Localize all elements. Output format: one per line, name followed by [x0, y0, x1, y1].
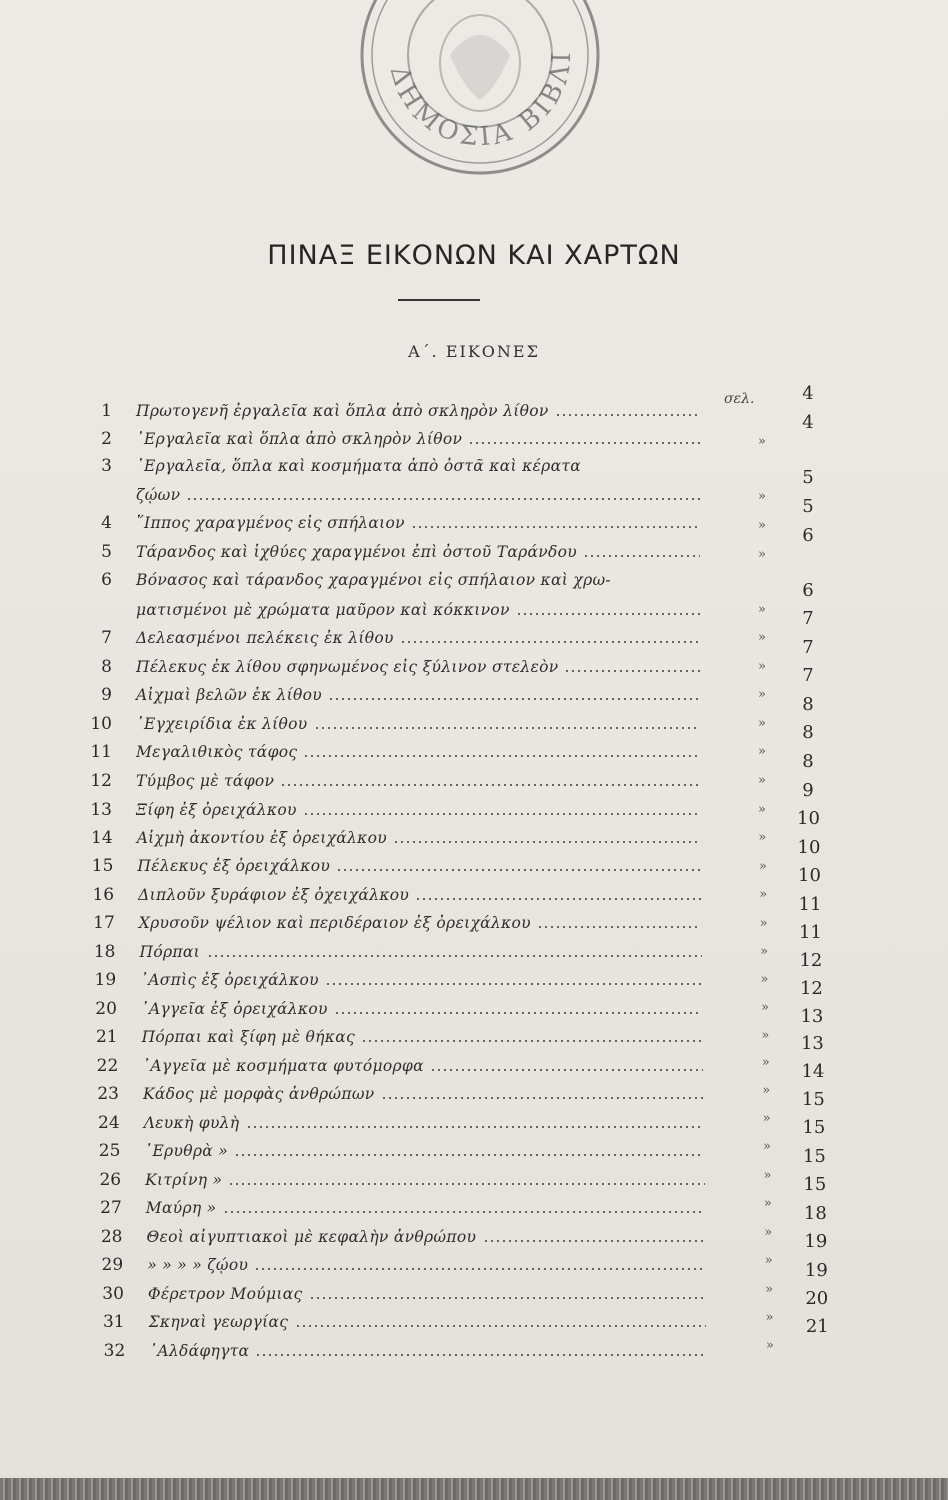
leader-dots [564, 670, 700, 672]
page-number: 21 [805, 1316, 829, 1337]
scan-edge-strip [0, 1478, 948, 1500]
entry-number: 3 [101, 456, 112, 476]
leader-dots [255, 1354, 707, 1356]
page-number: 12 [799, 950, 823, 971]
entry-title: ᾿Εργαλεῖα καὶ ὅπλα ἀπὸ σκληρὸν λίθον [136, 430, 463, 448]
entry-number: 15 [91, 856, 114, 876]
ditto-mark: » [764, 1253, 773, 1268]
leader-dots [430, 1069, 703, 1071]
leader-dots [483, 1240, 705, 1242]
entry-title: Αἰχμαὶ βελῶν ἐκ λίθου [136, 686, 322, 704]
leader-dots [400, 641, 700, 643]
page-number: 10 [798, 865, 821, 886]
page-number: 4 [802, 383, 814, 404]
page-number: 7 [802, 637, 814, 658]
ditto-mark: » [763, 1168, 772, 1183]
ditto-mark: » [763, 1196, 772, 1211]
ditto-mark: » [759, 887, 768, 902]
page-number: 11 [798, 922, 822, 943]
ditto-mark: » [758, 518, 766, 533]
stamp-text: ΔΗΜΟΣΙΑ ΒΙΒΛΙ [383, 48, 578, 153]
entry-title: Πόρπαι καὶ ξίφη μὲ θήκας [141, 1028, 355, 1046]
page-number: 7 [802, 665, 814, 686]
ditto-mark: » [761, 1055, 770, 1070]
page-number: 7 [802, 608, 814, 629]
ditto-mark: » [758, 602, 766, 617]
entry-number: 4 [101, 513, 112, 533]
entry-title: ᾿Αγγεῖα ἐξ ὀρειχάλκου [140, 1000, 328, 1018]
page-label: σελ. [724, 391, 755, 407]
entry-title: ᾿Ασπὶς ἐξ ὀρειχάλκου [140, 971, 319, 989]
entry-title: ᾿Ερυθρὰ » [144, 1142, 229, 1160]
page-number: 15 [801, 1089, 825, 1110]
ditto-mark: » [758, 630, 766, 645]
leader-dots [516, 613, 700, 615]
entry-number: 19 [94, 970, 117, 990]
leader-dots [583, 555, 700, 557]
page-number: 6 [802, 580, 814, 601]
leader-dots [381, 1097, 704, 1099]
entry-title: Σκηναὶ γεωργίας [148, 1313, 289, 1331]
entry-number: 1 [101, 401, 112, 421]
entry-number: 30 [102, 1284, 124, 1304]
page-number: 13 [800, 1006, 824, 1027]
ditto-mark: » [758, 859, 767, 874]
ditto-mark: » [758, 547, 766, 562]
ditto-mark: » [760, 944, 769, 959]
entry-title: Διπλοῦν ξυράφιον ἐξ ὀχειχάλκου [138, 886, 410, 904]
entry-title: Πέλεκυς ἐξ ὀρειχάλκου [137, 857, 331, 875]
title-rule [398, 299, 480, 301]
entry-title: Πόρπαι [139, 943, 200, 961]
ditto-mark: » [762, 1111, 771, 1126]
entry-title: ᾿Αγγεῖα μὲ κοσμήματα φυτόμορφα [142, 1057, 424, 1075]
leader-dots [280, 784, 700, 786]
ditto-mark: » [765, 1310, 774, 1325]
entry-title: ᾿Αλδάφηγτα [149, 1342, 250, 1360]
page-number: 18 [803, 1203, 827, 1224]
ditto-mark: » [759, 916, 768, 931]
entry-number: 8 [101, 657, 112, 677]
page-number: 10 [797, 837, 821, 858]
entry-title: Χρυσοῦν ψέλιον καὶ περιδέραιον ἐξ ὀρειχάλκου [138, 914, 531, 932]
page-number: 20 [805, 1288, 829, 1309]
entry-title: Ξίφη ἐξ ὀρειχάλκου [136, 801, 297, 819]
leader-dots [334, 1012, 702, 1014]
entry-number: 17 [93, 913, 115, 933]
entry-title: Τάρανδος καὶ ἰχθύες χαραγμένοι ἐπὶ ὀστοῦ Ταράνδου [136, 543, 577, 561]
entry-title: Αἰχμὴ ἀκοντίου ἐξ ὀρειχάλκου [136, 829, 387, 847]
list-item [0, 1337, 948, 1365]
entry-number: 7 [101, 628, 112, 648]
page-number: 10 [797, 808, 820, 829]
leader-dots [314, 727, 700, 729]
entry-number: 31 [102, 1312, 125, 1332]
entry-number: 20 [95, 999, 117, 1019]
leader-dots [303, 813, 700, 815]
ditto-mark: » [758, 659, 766, 674]
leader-dots [295, 1325, 706, 1327]
ditto-mark: » [758, 744, 766, 759]
entry-number: 16 [92, 885, 115, 905]
entry-title: ᾿Εργαλεῖα, ὅπλα καὶ κοσμήματα ἀπὸ ὀστᾶ καὶ κέρατα [136, 457, 581, 475]
page-number: 8 [802, 722, 814, 743]
entry-title: » » » » ζῴου [147, 1256, 249, 1274]
ditto-mark: » [760, 972, 769, 987]
entry-title: ᾿Εγχειρίδια ἐκ λίθου [136, 715, 308, 733]
entry-number: 10 [90, 714, 112, 734]
entry-number: 9 [101, 685, 112, 705]
leader-dots [468, 442, 700, 444]
leader-dots [207, 955, 702, 957]
ditto-mark: » [758, 687, 766, 702]
page-number: 19 [804, 1231, 828, 1252]
leader-dots [328, 698, 700, 700]
entry-number: 24 [98, 1113, 120, 1133]
entry-title-continuation: ζῴων [136, 486, 181, 504]
entry-number: 23 [97, 1084, 119, 1104]
entry-title: Θεοὶ αἰγυπτιακοὶ μὲ κεφαλὴν ἀνθρώπου [146, 1228, 477, 1246]
leader-dots [303, 755, 700, 757]
page-number: 12 [799, 978, 823, 999]
page-number: 19 [804, 1260, 828, 1281]
leader-dots [415, 898, 701, 900]
page-number: 13 [800, 1033, 824, 1054]
ditto-mark: » [762, 1083, 771, 1098]
ditto-mark: » [758, 802, 766, 817]
entry-number: 28 [100, 1227, 123, 1247]
page-number: 15 [803, 1174, 827, 1195]
page-title: ΠΙΝΑΞ ΕΙΚΟΝΩΝ ΚΑΙ ΧΑΡΤΩΝ [267, 240, 681, 271]
entry-number: 21 [95, 1027, 118, 1047]
entry-title: Πέλεκυς ἐκ λίθου σφηνωμένος εἰς ξύλινον στελεὸν [136, 658, 559, 676]
ditto-mark: » [765, 1282, 774, 1297]
entry-title: Τύμβος μὲ τάφον [136, 772, 275, 790]
page-number: 8 [802, 694, 814, 715]
leader-dots [246, 1126, 704, 1128]
page-number: 8 [802, 751, 814, 772]
ditto-mark: » [761, 1028, 770, 1043]
leader-dots [254, 1268, 706, 1270]
leader-dots [228, 1183, 705, 1185]
leader-dots [537, 926, 701, 928]
leader-dots [223, 1211, 705, 1213]
leader-dots [309, 1297, 706, 1299]
page-number: 15 [802, 1146, 826, 1167]
entry-number: 6 [101, 570, 112, 590]
page-number: 15 [802, 1117, 826, 1138]
ditto-mark: » [764, 1225, 773, 1240]
ditto-mark: » [758, 434, 766, 449]
page-number: 9 [802, 780, 814, 801]
entry-number: 22 [96, 1056, 119, 1076]
leader-dots [555, 414, 700, 416]
entry-number: 5 [101, 542, 112, 562]
leader-dots [393, 841, 700, 843]
entry-title: Μαύρη » [145, 1199, 217, 1217]
entry-number: 14 [91, 828, 113, 848]
entry-title: Βόνασος καὶ τάρανδος χαραγμένοι εἰς σπήλαιον καὶ χρω- [136, 571, 611, 589]
page-number: 4 [802, 412, 814, 433]
ditto-mark: » [763, 1139, 771, 1154]
entry-number: 27 [100, 1198, 122, 1218]
entry-title: Μεγαλιθικὸς τάφος [136, 743, 298, 761]
entry-title: Πρωτογενῆ ἐργαλεῖα καὶ ὅπλα ἀπὸ σκληρὸν λίθον [136, 402, 549, 420]
entry-number: 32 [103, 1341, 126, 1361]
entry-title: Φέρετρον Μούμιας [147, 1285, 303, 1303]
entry-title: Δελεασμένοι πελέκεις ἐκ λίθου [136, 629, 394, 647]
section-subtitle: Α΄. ΕΙΚΟΝΕΣ [408, 342, 540, 361]
entry-title: Λευκὴ φυλὴ [143, 1114, 240, 1132]
entry-number: 2 [101, 429, 112, 449]
page-number: 14 [801, 1061, 825, 1082]
ditto-mark: » [758, 773, 766, 788]
leader-dots [186, 498, 700, 500]
page-number: 5 [802, 467, 814, 488]
entry-number: 26 [99, 1170, 122, 1190]
page-number: 6 [802, 525, 814, 546]
entry-number: 11 [90, 742, 112, 762]
leader-dots [361, 1040, 703, 1042]
leader-dots [336, 869, 701, 871]
ditto-mark: » [765, 1338, 774, 1353]
entry-number: 18 [93, 942, 116, 962]
leader-dots [411, 526, 700, 528]
ditto-mark: » [760, 1000, 769, 1015]
ditto-mark: » [758, 716, 766, 731]
entry-title-continuation: ματισμένοι μὲ χρώματα μαῦρον καὶ κόκκινον [136, 601, 510, 619]
entry-number: 12 [90, 771, 112, 791]
entry-title: Κιτρίνη » [145, 1171, 223, 1189]
entry-number: 25 [98, 1141, 121, 1161]
page-number: 11 [798, 894, 822, 915]
entry-number: 29 [101, 1255, 124, 1275]
leader-dots [234, 1154, 704, 1156]
ditto-mark: » [758, 489, 766, 504]
leader-dots [325, 983, 702, 985]
library-stamp [330, 0, 630, 205]
entry-number: 13 [90, 800, 112, 820]
entry-title: Κάδος μὲ μορφὰς ἀνθρώπων [143, 1085, 375, 1103]
ditto-mark: » [758, 830, 767, 845]
entry-title: ῞Ιππος χαραγμένος εἰς σπήλαιον [136, 514, 405, 532]
page-number: 5 [802, 496, 814, 517]
